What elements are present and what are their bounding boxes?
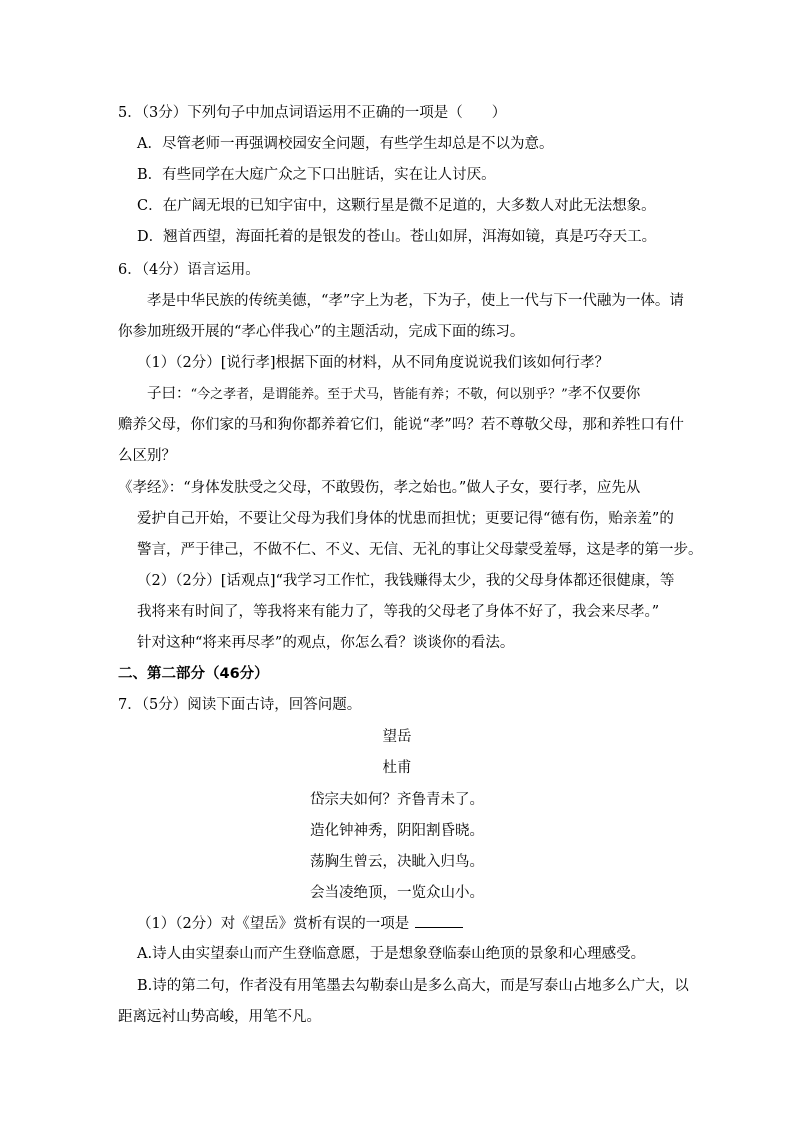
q7-sub1-text: （1）（2分）对《望岳》赏析有误的一项是	[137, 916, 410, 932]
q6-sub2-line-1: （2）（2分）[话观点]“我学习工作忙，我钱赚得太少，我的父母身体都还很健康，等	[137, 573, 675, 589]
poem-line-3: 荡胸生曾云，决眦入归鸟。	[310, 854, 484, 870]
q5-stem: 5．（3分）下列句子中加点词语运用不正确的一项是（ ）	[118, 105, 507, 121]
q6-quote2-line-3: 警言，严于律己，不做不仁、不义、无信、无礼的事让父母蒙受羞辱，这是孝的第一步。	[137, 542, 703, 558]
q7-option-b-line-2: 距离远衬山势高峻，用笔不凡。	[118, 1009, 321, 1025]
answer-blank[interactable]	[415, 913, 463, 928]
quote1-rest: 孝不仅要你	[567, 386, 641, 402]
quote1-prefix: 子曰：	[147, 386, 191, 402]
q6-quote1-line-2: 赡养父母，你们家的马和狗你都养着它们，能说“孝”吗？若不尊敬父母，那和养牲口有什	[118, 417, 684, 433]
quote1-classical-text: “今之孝者，是谓能养。至于犬马，皆能有养；不敬，何以别乎？”	[190, 387, 568, 402]
q5-option-a: A．尽管老师一再强调校园安全问题，有些学生却总是不以为意。	[137, 136, 554, 152]
q5-option-b: B．有些同学在大庭广众之下口出脏话，实在让人讨厌。	[137, 167, 496, 183]
q6-quote1-first-line	[147, 384, 640, 405]
q6-intro-line-1: 孝是中华民族的传统美德，“孝”字上为老，下为子，使上一代与下一代融为一体。请	[147, 293, 684, 309]
q7-sub1	[137, 913, 463, 934]
q6-intro-line-2: 你参加班级开展的“孝心伴我心”的主题活动，完成下面的练习。	[118, 324, 525, 340]
q7-option-b-line-1: B.诗的第二句，作者没有用笔墨去勾勒泰山是多么高大，而是写泰山占地多么广大，以	[137, 978, 689, 994]
q6-sub2-line-3: 针对这种“将来再尽孝”的观点，你怎么看？谈谈你的看法。	[137, 635, 515, 651]
poem-author: 杜甫	[382, 760, 412, 776]
q6-quote2-line-1: 《孝经》：“身体发肤受之父母，不敢毁伤，孝之始也。”做人子女，要行孝，应先从	[118, 480, 641, 496]
q6-stem: 6．（4分）语言运用。	[118, 262, 260, 278]
poem-line-1: 岱宗夫如何？齐鲁青未了。	[310, 792, 484, 808]
q5-option-d: D．翘首西望，海面托着的是银发的苍山。苍山如屏，洱海如镜，真是巧夺天工。	[137, 229, 657, 245]
poem-line-4: 会当凌绝顶，一览众山小。	[310, 885, 484, 901]
q6-quote2-line-2: 爱护自己开始，不要让父母为我们身体的忧患而担忧；更要记得“德有伤，贻亲羞”的	[137, 511, 674, 527]
q7-option-a: A.诗人由实望泰山而产生登临意愿，于是想象登临泰山绝顶的景象和心理感受。	[137, 946, 646, 962]
poem-line-2: 造化钟神秀，阴阳割昏晓。	[310, 823, 484, 839]
q5-option-c: C．在广阔无垠的已知宇宙中，这颗行星是微不足道的，大多数人对此无法想象。	[137, 198, 656, 214]
section-2-heading: 二、第二部分（46分）	[118, 666, 269, 682]
q6-sub2-line-2: 我将来有时间了，等我将来有能力了，等我的父母老了身体不好了，我会来尽孝。”	[137, 604, 660, 620]
q6-quote1-line-3: 么区别？	[118, 448, 176, 464]
q6-sub1: （1）（2分）[说行孝]根据下面的材料，从不同角度说说我们该如何行孝？	[137, 355, 610, 371]
q7-stem: 7．（5分）阅读下面古诗，回答问题。	[118, 697, 362, 713]
poem-title: 望岳	[382, 729, 412, 745]
